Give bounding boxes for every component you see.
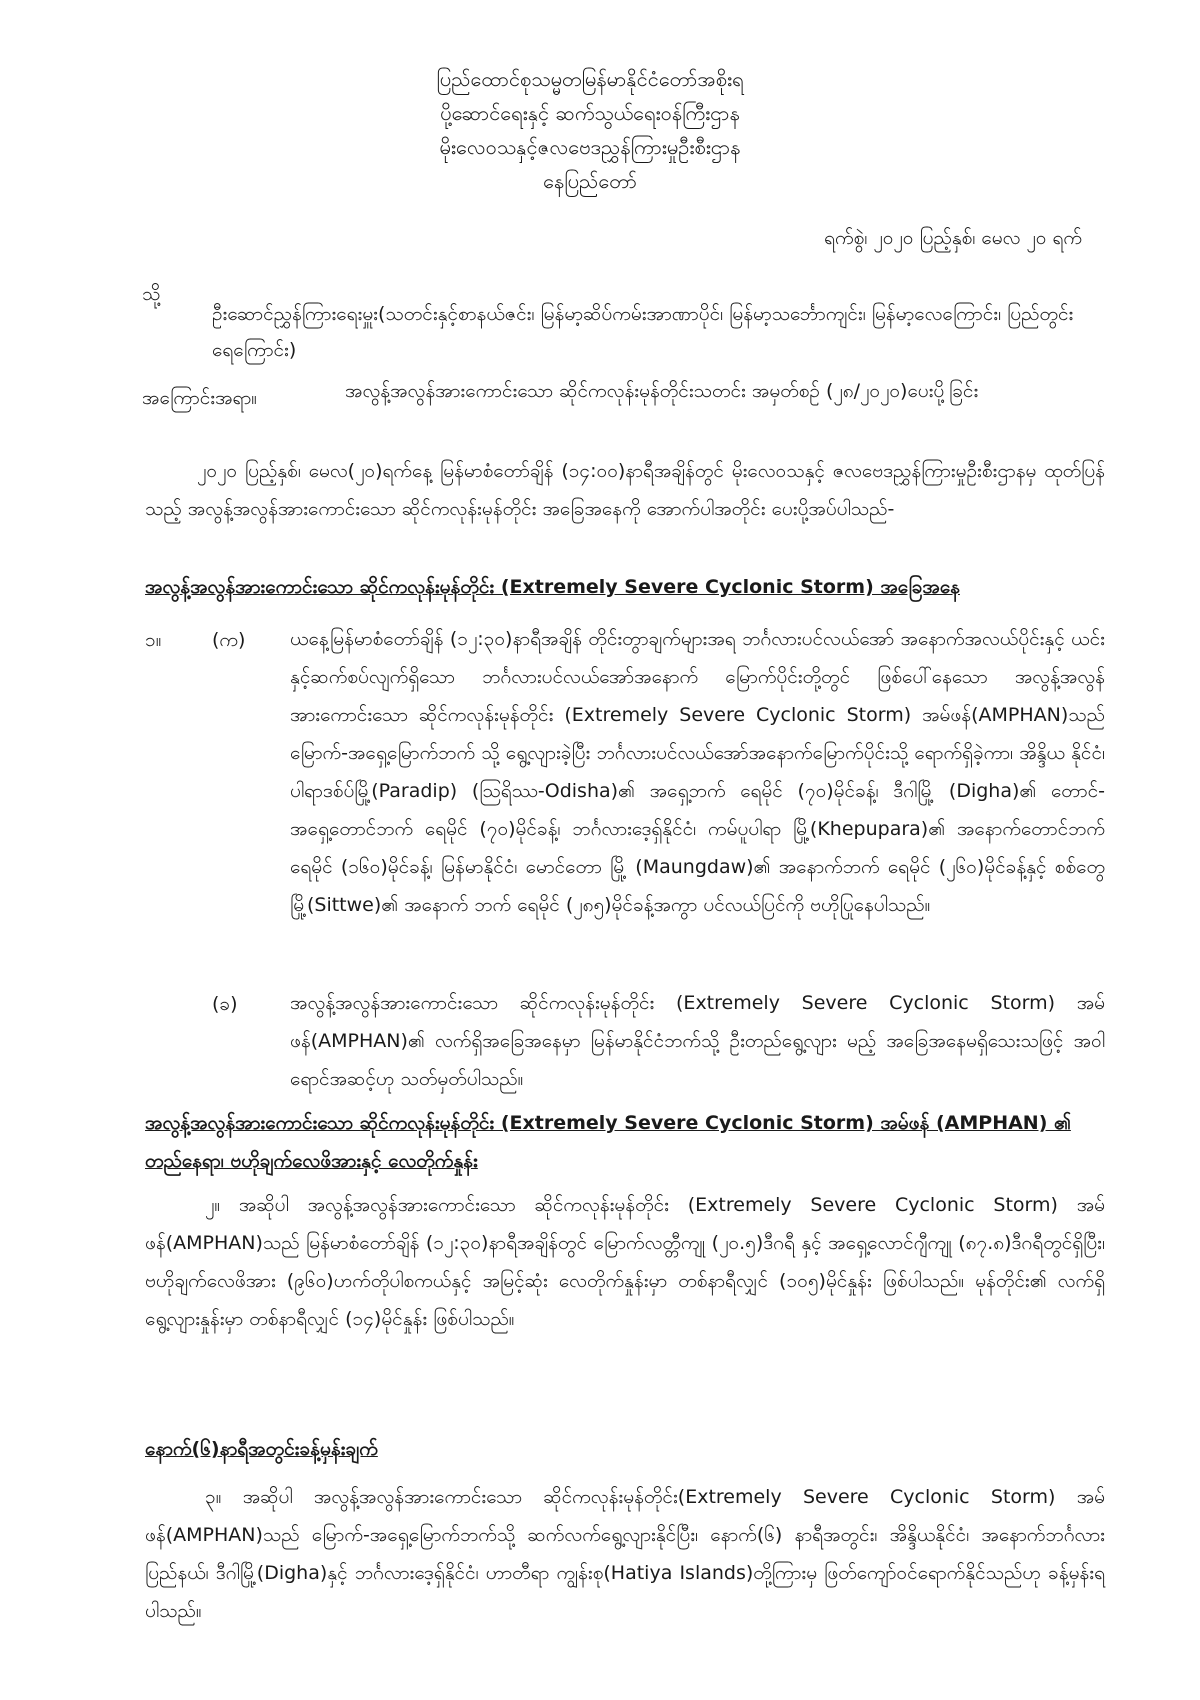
subject: အလွန့်အလွန်အားကောင်းသော ဆိုင်ကလုန်းမုန်တိုင်းသတင်း အမှတ်စဉ် (၂၈/၂၀၂၀)ပေးပို့ခြင်း bbox=[345, 380, 979, 402]
letterhead bbox=[380, 62, 800, 198]
subject-label: အကြောင်းအရာ။ bbox=[142, 387, 258, 409]
section-1-number: ၁။ bbox=[145, 629, 162, 651]
item-ka-label: (က) bbox=[212, 629, 246, 651]
recipient: ဦးဆောင်ညွှန်ကြားရေးမှူး(သတင်းနှင့်စာနယ်ဇင်း၊ မြန်မာ့ဆိပ်ကမ်းအာဏာပိုင်၊ မြန်မာ့သင်္ဘောကျင်း၊ မြန်မာ့လေကြောင်း၊ ပြည်တွင်းရေကြောင်း) bbox=[212, 303, 1074, 361]
section-3-heading: နောက်(၆)နာရီအတွင်းခန့်မှန်းချက် bbox=[145, 1438, 378, 1460]
to-label: သို့ bbox=[142, 283, 161, 305]
city-name: နေပြည်တော် bbox=[543, 169, 637, 193]
item-ka-text: ယနေ့မြန်မာစံတော်ချိန် (၁၂:၃၀)နာရီအချိန် တိုင်းတွာချက်များအရ ဘင်္ဂလားပင်လယ်အော် အနောက်အလယ်ပိုင်းနှင့် ယင်းနှင့်ဆက်စပ်လျက်ရှိသော ဘင်္ဂလားပင်လယ်အော်အနောက် မြောက်ပိုင်းတို့တွင် ဖြစ်ပေါ်နေသော အလွန့်အလွန် အားကောင်းသော ဆိုင်ကလုန်းမုန်တိုင်း (Extremely Severe Cyclonic Storm) အမ်ဖန်(AMPHAN)သည် မြောက်-အရှေ့မြောက်ဘက် သို့ ရွေ့လျားခဲ့ပြီး ဘင်္ဂလားပင်လယ်အော်အနောက်မြောက်ပိုင်းသို့ ရောက်ရှိခဲ့ကာ၊ အိန္ဒိယ နိုင်ငံ၊ ပါရာဒစ်ပ်မြို့(Paradip) (ဩရိဿ-Odisha)၏ အရှေ့ဘက် ရေမိုင် (၇၀)မိုင်ခန့်၊ ဒီဂါမြို့ (Digha)၏ တောင်-အရှေ့တောင်ဘက် ရေမိုင် (၇၀)မိုင်ခန့်၊ ဘင်္ဂလားဒေ့ရှ်နိုင်ငံ၊ ကမ်ပူပါရာ မြို့(Khepupara)၏ အနောက်တောင်ဘက် ရေမိုင် (၁၆၀)မိုင်ခန့်၊ မြန်မာနိုင်ငံ၊ မောင်တော မြို့ (Maungdaw)၏ အနောက်ဘက် ရေမိုင် (၂၆၀)မိုင်ခန့်နှင့် စစ်တွေမြို့(Sittwe)၏ အနောက် ဘက် ရေမိုင် (၂၈၅)မိုင်ခန့်အကွာ ပင်လယ်ပြင်ကို ဗဟိုပြုနေပါသည်။ bbox=[290, 628, 1105, 916]
section-2-paragraph bbox=[145, 1186, 1105, 1338]
section-2-text: အဆိုပါ အလွန့်အလွန်အားကောင်းသော ဆိုင်ကလုန်းမုန်တိုင်း (Extremely Severe Cyclonic Storm) အမ်ဖန်(AMPHAN)သည် မြန်မာစံတော်ချိန် (၁၂:၃၀)နာရီအချိန်တွင် မြောက်လတ္တီကျု (၂၀.၅)ဒီဂရီ နှင့် အရှေ့လောင်ဂျီကျု (၈၇.၈)ဒီဂရီတွင်ရှိပြီး၊ ဗဟိုချက်လေဖိအား (၉၆၀)ဟက်တိုပါစကယ်နှင့် အမြင့်ဆုံး လေတိုက်နှုန်းမှာ တစ်နာရီလျှင် (၁၀၅)မိုင်နှုန်း ဖြစ်ပါသည်။ မုန်တိုင်း၏ လက်ရှိရွေ့လျားနှုန်းမှာ တစ်နာရီလျှင် (၁၄)မိုင်နှုန်း ဖြစ်ပါသည်။ bbox=[145, 1194, 1105, 1330]
section-3-text: အဆိုပါ အလွန့်အလွန်အားကောင်းသော ဆိုင်ကလုန်းမုန်တိုင်း(Extremely Severe Cyclonic Storm) အမ်ဖန်(AMPHAN)သည် မြောက်-အရှေ့မြောက်ဘက်သို့ ဆက်လက်ရွေ့လျားနိုင်ပြီး၊ နောက်(၆) နာရီအတွင်း၊ အိန္ဒိယနိုင်ငံ၊ အနောက်ဘင်္ဂလားပြည်နယ်၊ ဒီဂါမြို့(Digha)နှင့် ဘင်္ဂလားဒေ့ရှ်နိုင်ငံ၊ ဟာတီရာ ကျွန်းစု(Hatiya Islands)တို့ကြားမှ ဖြတ်ကျော်ဝင်ရောက်နိုင်သည်ဟု ခန့်မှန်းရပါသည်။ bbox=[145, 1486, 1105, 1622]
section-2-number: ၂။ bbox=[205, 1194, 221, 1216]
department-name: မိုးလေဝသနှင့်ဇလဗေဒညွှန်ကြားမှုဦးစီးဌာန bbox=[439, 135, 741, 159]
item-kha-label: (ခ) bbox=[212, 993, 238, 1015]
ministry-name: ပို့ဆောင်ရေးနှင့် ဆက်သွယ်ရေးဝန်ကြီးဌာန bbox=[440, 101, 740, 125]
section-3-number: ၃။ bbox=[205, 1486, 222, 1508]
section-2-heading: အလွန့်အလွန်အားကောင်းသော ဆိုင်ကလုန်းမုန်တိုင်း (Extremely Severe Cyclonic Storm) အမ်ဖန် (AMPHAN) ၏ တည်နေရာ၊ ဗဟိုချက်လေဖိအားနှင့် လေတိုက်နှုန်း bbox=[145, 1112, 1071, 1172]
letter-date: ရက်စွဲ၊ ၂၀၂၀ ပြည့်နှစ်၊ မေလ ၂၀ ရက် bbox=[824, 227, 1082, 249]
intro-paragraph: ၂၀၂၀ ပြည့်နှစ်၊ မေလ(၂၀)ရက်နေ့ မြန်မာစံတော်ချိန် (၁၄:၀၀)နာရီအချိန်တွင် မိုးလေဝသနှင့် ဇလဗေဒညွှန်ကြားမှုဦးစီးဌာနမှ ထုတ်ပြန်သည့် အလွန့်အလွန်အားကောင်းသော ဆိုင်ကလုန်းမုန်တိုင်း အခြေအနေကို အောက်ပါအတိုင်း ပေးပို့အပ်ပါသည်- bbox=[145, 460, 1105, 520]
government-name: ပြည်ထောင်စုသမ္မတမြန်မာနိုင်ငံတော်အစိုးရ bbox=[436, 67, 744, 91]
section-1-heading: အလွန့်အလွန်အားကောင်းသော ဆိုင်ကလုန်းမုန်တိုင်း (Extremely Severe Cyclonic Storm) အခြေအနေ bbox=[145, 576, 960, 598]
section-3-paragraph bbox=[145, 1478, 1105, 1630]
item-kha-text: အလွန့်အလွန်အားကောင်းသော ဆိုင်ကလုန်းမုန်တိုင်း (Extremely Severe Cyclonic Storm) အမ်ဖန်(AMPHAN)၏ လက်ရှိအခြေအနေမှာ မြန်မာနိုင်ငံဘက်သို့ ဦးတည်ရွေ့လျား မည့် အခြေအနေမရှိသေးသဖြင့် အဝါရောင်အဆင့်ဟု သတ်မှတ်ပါသည်။ bbox=[290, 992, 1105, 1090]
